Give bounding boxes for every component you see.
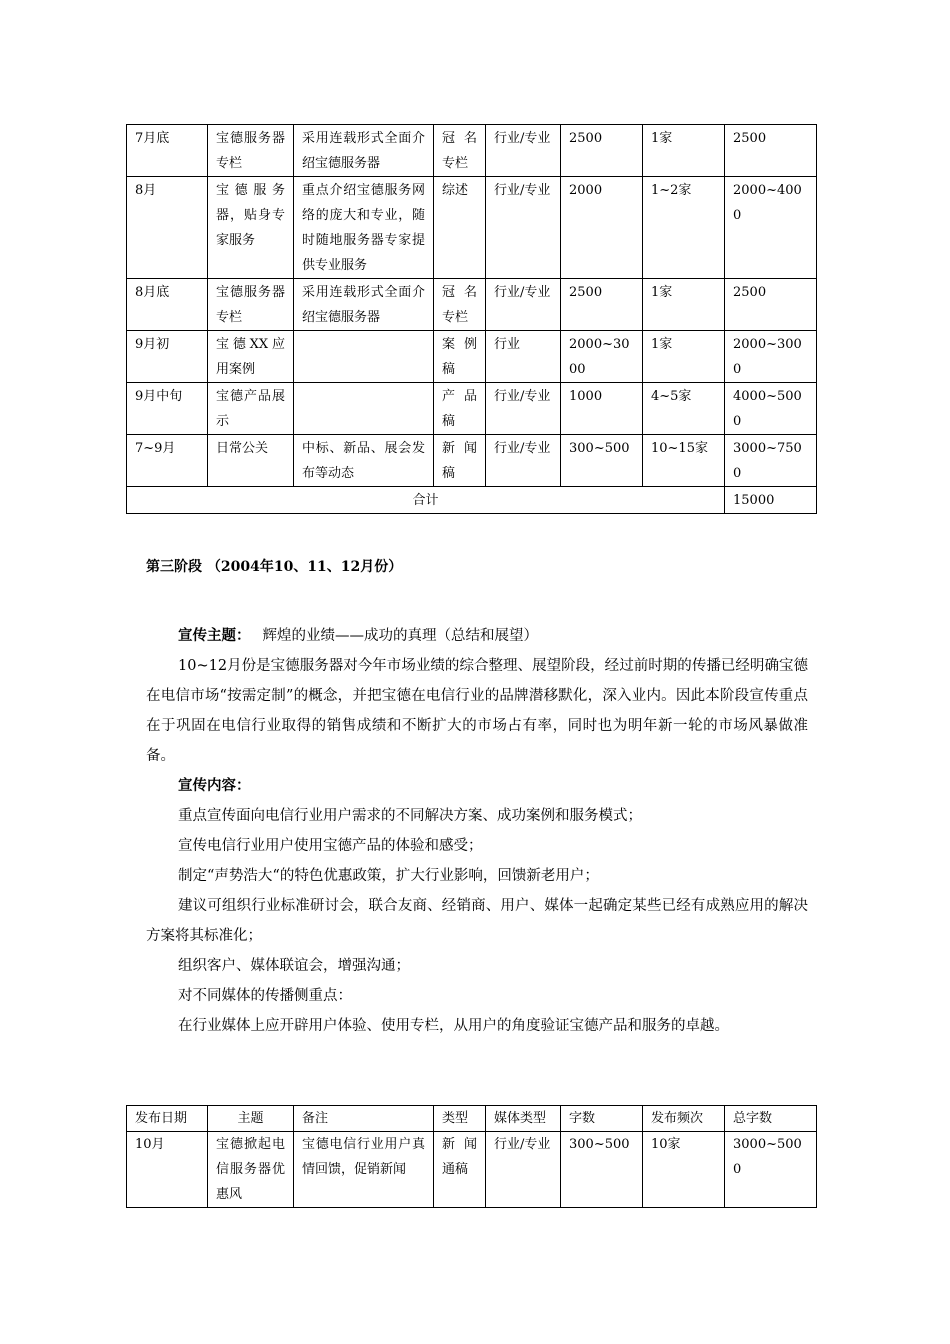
cell-words: 2000 [561, 177, 643, 279]
topic-paragraph [146, 621, 808, 651]
topic-text: 辉煌的业绩——成功的真理（总结和展望） [262, 628, 538, 644]
cell-topic: 宝德XX应用案例 [208, 331, 294, 383]
topic-label: 宣传主题： [178, 627, 251, 644]
cell-media: 行业/专业 [486, 383, 561, 435]
column-header: 发布频次 [643, 1106, 725, 1132]
cell-date: 9月中旬 [127, 383, 208, 435]
cell-total: 2000~4000 [725, 177, 817, 279]
content-item: 宣传电信行业用户使用宝德产品的体验和感受； [178, 838, 483, 854]
table-row [127, 177, 817, 279]
cell-note [294, 331, 434, 383]
cell-freq: 4~5家 [643, 383, 725, 435]
cell-total: 2500 [725, 279, 817, 331]
cell-words: 1000 [561, 383, 643, 435]
total-label: 合计 [127, 487, 725, 514]
content-item: 建议可组织行业标准研讨会，联合友商、经销商、用户、媒体一起确定某些已经有成熟应用的解决方案将其标准化； [146, 898, 808, 944]
cell-freq: 10家 [643, 1132, 725, 1208]
table-row [127, 125, 817, 177]
content-item: 制定“声势浩大“的特色优惠政策，扩大行业影响，回馈新老用户； [178, 868, 599, 884]
total-value: 15000 [725, 487, 817, 514]
cell-freq: 1~2家 [643, 177, 725, 279]
cell-words: 2500 [561, 279, 643, 331]
schedule-table-stage3 [126, 1105, 817, 1208]
cell-topic: 宝德服务器专栏 [208, 125, 294, 177]
cell-freq: 1家 [643, 125, 725, 177]
cell-topic: 宝德掀起电信服务器优惠风 [208, 1132, 294, 1208]
column-header: 备注 [294, 1106, 434, 1132]
intro-paragraph: 10~12月份是宝德服务器对今年市场业绩的综合整理、展望阶段，经过前时期的传播已经明确宝德在电信市场“按需定制”的概念，并把宝德在电信行业的品牌潜移默化，深入业内。因此本阶段宣传重点在于巩固在电信行业取得的销售成绩和不断扩大的市场占有率，同时也为明年新一轮的市场风暴做准备。 [146, 658, 808, 764]
cell-topic: 日常公关 [208, 435, 294, 487]
cell-freq: 1家 [643, 331, 725, 383]
content-item: 对不同媒体的传播侧重点： [178, 988, 352, 1004]
cell-media: 行业/专业 [486, 125, 561, 177]
table-row [127, 435, 817, 487]
column-header: 发布日期 [127, 1106, 208, 1132]
cell-type: 新闻通稿 [434, 1132, 486, 1208]
cell-media: 行业/专业 [486, 1132, 561, 1208]
cell-freq: 1家 [643, 279, 725, 331]
cell-date: 7~9月 [127, 435, 208, 487]
table-row [127, 279, 817, 331]
cell-type: 产品稿 [434, 383, 486, 435]
cell-topic: 宝德服务器专栏 [208, 279, 294, 331]
cell-total: 3000~5000 [725, 1132, 817, 1208]
cell-topic: 宝德服务器，贴身专家服务 [208, 177, 294, 279]
content-item: 重点宣传面向电信行业用户需求的不同解决方案、成功案例和服务模式； [178, 808, 642, 824]
cell-words: 300~500 [561, 1132, 643, 1208]
table-header-row [127, 1106, 817, 1132]
cell-type: 综述 [434, 177, 486, 279]
cell-media: 行业/专业 [486, 435, 561, 487]
cell-date: 10月 [127, 1132, 208, 1208]
cell-type: 冠名专栏 [434, 125, 486, 177]
cell-date: 9月初 [127, 331, 208, 383]
cell-media: 行业 [486, 331, 561, 383]
schedule-table-stage2 [126, 124, 817, 514]
table-row [127, 1132, 817, 1208]
column-header: 媒体类型 [486, 1106, 561, 1132]
cell-note: 重点介绍宝德服务网络的庞大和专业，随时随地服务器专家提供专业服务 [294, 177, 434, 279]
cell-type: 案例稿 [434, 331, 486, 383]
cell-words: 2500 [561, 125, 643, 177]
cell-note: 采用连载形式全面介绍宝德服务器 [294, 279, 434, 331]
cell-note: 采用连载形式全面介绍宝德服务器 [294, 125, 434, 177]
cell-type: 新闻稿 [434, 435, 486, 487]
column-header: 字数 [561, 1106, 643, 1132]
section-body [146, 621, 808, 1041]
cell-media: 行业/专业 [486, 279, 561, 331]
cell-type: 冠名专栏 [434, 279, 486, 331]
content-label: 宣传内容： [178, 777, 251, 794]
cell-total: 2000~3000 [725, 331, 817, 383]
cell-total: 3000~7500 [725, 435, 817, 487]
cell-words: 300~500 [561, 435, 643, 487]
cell-media: 行业/专业 [486, 177, 561, 279]
cell-freq: 10~15家 [643, 435, 725, 487]
table-total-row [127, 487, 817, 514]
cell-date: 7月底 [127, 125, 208, 177]
cell-note [294, 383, 434, 435]
content-item: 在行业媒体上应开辟用户体验、使用专栏，从用户的角度验证宝德产品和服务的卓越。 [178, 1018, 729, 1034]
column-header: 总字数 [725, 1106, 817, 1132]
cell-note: 中标、新品、展会发布等动态 [294, 435, 434, 487]
column-header: 类型 [434, 1106, 486, 1132]
cell-date: 8月底 [127, 279, 208, 331]
table-row [127, 331, 817, 383]
cell-total: 2500 [725, 125, 817, 177]
content-item: 组织客户、媒体联谊会，增强沟通； [178, 958, 410, 974]
section-heading: 第三阶段 （2004年10、11、12月份） [146, 559, 403, 575]
cell-topic: 宝德产品展示 [208, 383, 294, 435]
cell-date: 8月 [127, 177, 208, 279]
column-header: 主题 [208, 1106, 294, 1132]
cell-words: 2000~3000 [561, 331, 643, 383]
cell-note: 宝德电信行业用户真情回馈，促销新闻 [294, 1132, 434, 1208]
table-row [127, 383, 817, 435]
cell-total: 4000~5000 [725, 383, 817, 435]
